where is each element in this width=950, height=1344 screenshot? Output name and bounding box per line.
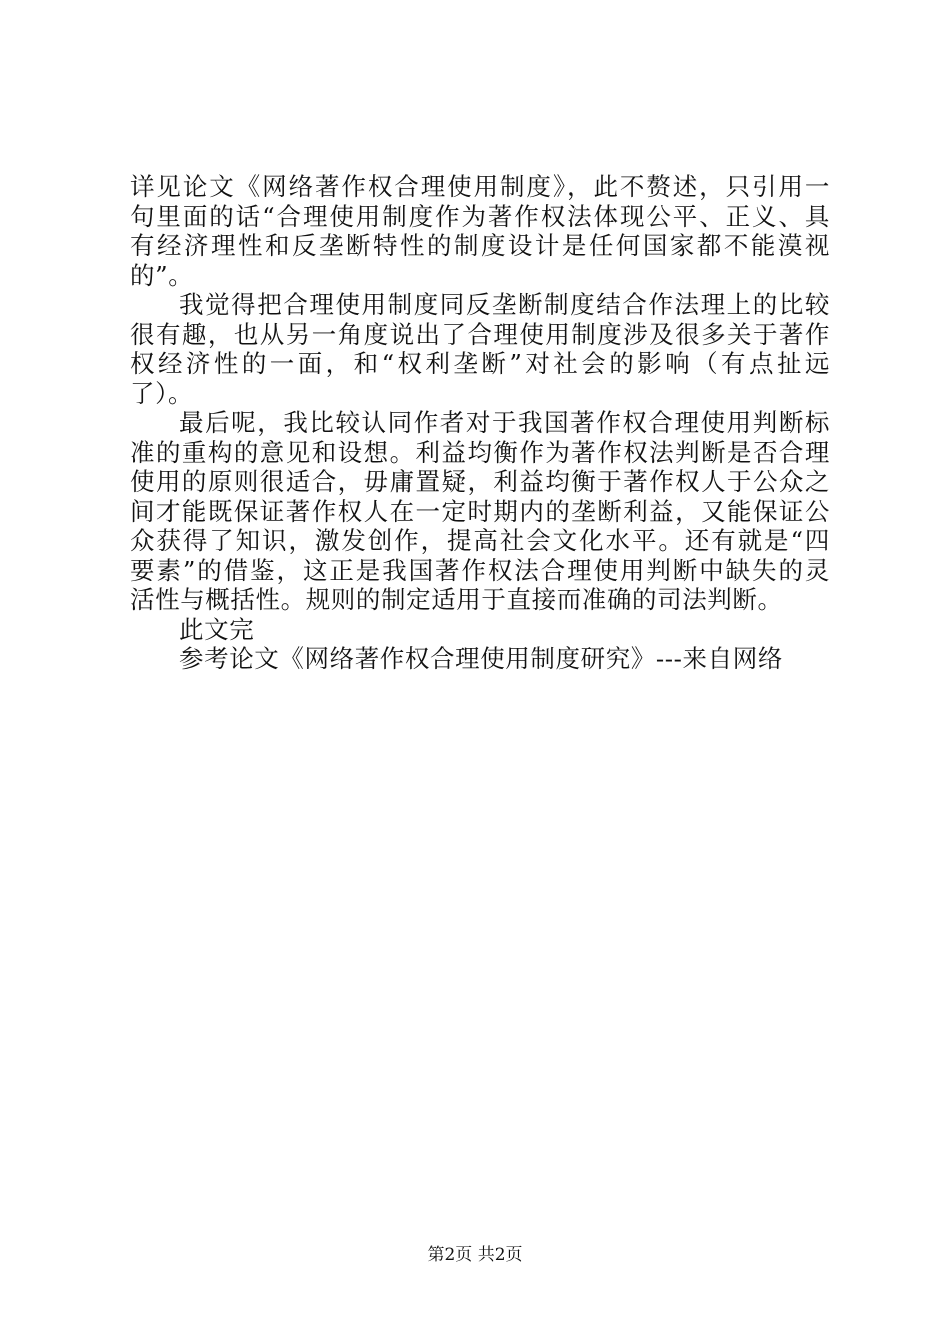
text-line: 详见论文《网络著作权合理使用制度》，此不赘述，只引用一	[130, 172, 830, 201]
page-number-footer	[0, 1244, 950, 1266]
text-line: 参考论文《网络著作权合理使用制度研究》---来自网络	[179, 644, 783, 673]
text-line: 要素”的借鉴，这正是我国著作权法合理使用判断中缺失的灵	[130, 555, 830, 585]
text-line: 最后呢，我比较认同作者对于我国著作权合理使用判断标	[179, 408, 830, 437]
document-body	[130, 172, 830, 674]
text-line: 使用的原则很适合，毋庸置疑，利益均衡于著作权人于公众之	[130, 467, 830, 496]
text-line: 了）。	[130, 378, 194, 408]
text-line: 此文完	[179, 614, 255, 644]
text-line: 有经济理性和反垄断特性的制度设计是任何国家都不能漠视	[130, 231, 830, 260]
text-line: 我觉得把合理使用制度同反垄断制度结合作法理上的比较	[179, 290, 830, 319]
text-line: 句里面的话“合理使用制度作为著作权法体现公平、正义、具	[130, 201, 830, 231]
text-line: 间才能既保证著作权人在一定时期内的垄断利益，又能保证公	[130, 496, 830, 526]
text-line: 众获得了知识，激发创作，提高社会文化水平。还有就是“四	[130, 526, 830, 555]
text-line: 准的重构的意见和设想。利益均衡作为著作权法判断是否合理	[130, 437, 830, 467]
text-line: 权经济性的一面，和“权利垄断”对社会的影响（有点扯远	[130, 349, 830, 378]
text-line: 活性与概括性。规则的制定适用于直接而准确的司法判断。	[130, 585, 783, 614]
page-indicator: 第2页 共2页	[427, 1245, 523, 1265]
text-line: 的”。	[130, 260, 194, 290]
text-line: 很有趣，也从另一角度说出了合理使用制度涉及很多关于著作	[130, 319, 830, 349]
